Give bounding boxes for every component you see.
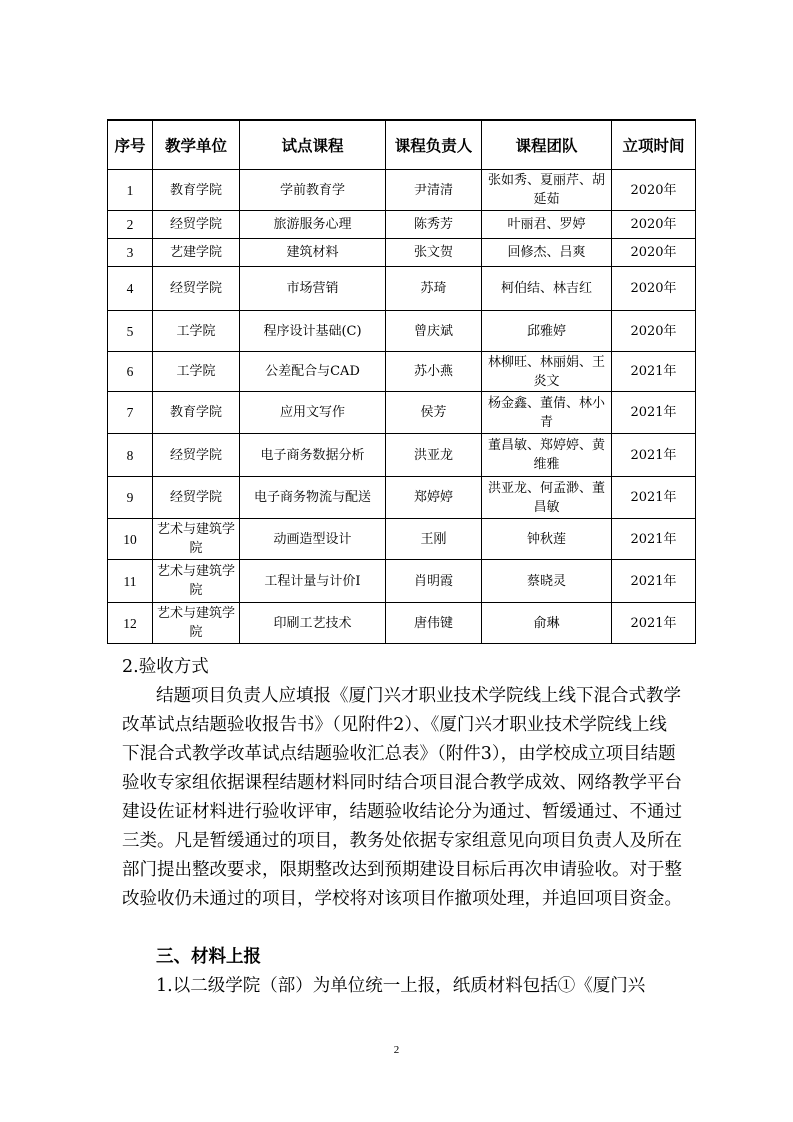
cell-year: 2021年 (612, 477, 696, 519)
section-2-title: 2.验收方式 (122, 657, 209, 677)
table-header-row (108, 120, 696, 170)
table-row (108, 477, 696, 519)
table-body (108, 170, 696, 644)
cell-team: 柯伯结、林吉红 (482, 267, 612, 311)
header-year: 立项时间 (612, 120, 696, 170)
cell-unit: 经贸学院 (153, 477, 240, 519)
section-3-heading: 三、材料上报 (156, 947, 261, 967)
cell-no: 10 (108, 519, 153, 560)
cell-no: 1 (108, 170, 153, 211)
table-row (108, 311, 696, 352)
cell-leader: 苏琦 (386, 267, 482, 311)
table-row (108, 603, 696, 644)
cell-year: 2020年 (612, 211, 696, 239)
cell-year: 2021年 (612, 560, 696, 603)
cell-course: 应用文写作 (240, 392, 386, 434)
cell-leader: 王刚 (386, 519, 482, 560)
cell-no: 4 (108, 267, 153, 311)
cell-year: 2020年 (612, 170, 696, 211)
cell-leader: 陈秀芳 (386, 211, 482, 239)
page-number: 2 (393, 1044, 400, 1056)
table-row (108, 434, 696, 477)
cell-no: 9 (108, 477, 153, 519)
cell-no: 2 (108, 211, 153, 239)
cell-team: 邱雅婷 (482, 311, 612, 352)
cell-course: 动画造型设计 (240, 519, 386, 560)
table-row (108, 352, 696, 392)
cell-no: 5 (108, 311, 153, 352)
cell-unit: 教育学院 (153, 392, 240, 434)
section-3-paragraph: 1.以二级学院（部）为单位统一上报，纸质材料包括①《厦门兴 (156, 976, 646, 996)
table-row (108, 519, 696, 560)
cell-unit: 经贸学院 (153, 434, 240, 477)
cell-unit: 艺术与建筑学院 (153, 519, 240, 560)
cell-leader: 洪亚龙 (386, 434, 482, 477)
cell-year: 2020年 (612, 239, 696, 267)
cell-course: 市场营销 (240, 267, 386, 311)
cell-leader: 郑婷婷 (386, 477, 482, 519)
table-row (108, 267, 696, 311)
cell-leader: 肖明霞 (386, 560, 482, 603)
table-row (108, 560, 696, 603)
table-row (108, 211, 696, 239)
cell-no: 6 (108, 352, 153, 392)
cell-no: 8 (108, 434, 153, 477)
cell-year: 2021年 (612, 392, 696, 434)
cell-course: 程序设计基础(C) (240, 311, 386, 352)
cell-course: 电子商务数据分析 (240, 434, 386, 477)
cell-leader: 侯芳 (386, 392, 482, 434)
course-table (107, 119, 696, 644)
cell-course: 电子商务物流与配送 (240, 477, 386, 519)
cell-unit: 经贸学院 (153, 267, 240, 311)
cell-year: 2021年 (612, 352, 696, 392)
cell-leader: 曾庆斌 (386, 311, 482, 352)
header-team: 课程团队 (482, 120, 612, 170)
cell-course: 学前教育学 (240, 170, 386, 211)
cell-course: 公差配合与CAD (240, 352, 386, 392)
cell-no: 12 (108, 603, 153, 644)
cell-team: 杨金鑫、董倩、林小青 (482, 392, 612, 434)
cell-no: 11 (108, 560, 153, 603)
cell-leader: 张文贺 (386, 239, 482, 267)
header-no: 序号 (108, 120, 153, 170)
header-unit: 教学单位 (153, 120, 240, 170)
cell-unit: 教育学院 (153, 170, 240, 211)
cell-unit: 工学院 (153, 352, 240, 392)
cell-leader: 苏小燕 (386, 352, 482, 392)
cell-course: 旅游服务心理 (240, 211, 386, 239)
cell-unit: 工学院 (153, 311, 240, 352)
cell-no: 7 (108, 392, 153, 434)
cell-unit: 艺术与建筑学院 (153, 603, 240, 644)
cell-course: 工程计量与计价Ⅰ (240, 560, 386, 603)
cell-course: 印刷工艺技术 (240, 603, 386, 644)
cell-no: 3 (108, 239, 153, 267)
cell-team: 蔡晓灵 (482, 560, 612, 603)
cell-team: 叶丽君、罗婷 (482, 211, 612, 239)
cell-team: 张如秀、夏丽芹、胡延茹 (482, 170, 612, 211)
header-course: 试点课程 (240, 120, 386, 170)
cell-team: 俞琳 (482, 603, 612, 644)
cell-course: 建筑材料 (240, 239, 386, 267)
cell-year: 2020年 (612, 267, 696, 311)
table-row (108, 392, 696, 434)
table-row (108, 170, 696, 211)
cell-team: 林柳旺、林丽娟、王炎文 (482, 352, 612, 392)
cell-leader: 尹清清 (386, 170, 482, 211)
cell-year: 2021年 (612, 603, 696, 644)
table-row (108, 239, 696, 267)
cell-leader: 唐伟键 (386, 603, 482, 644)
cell-team: 钟秋莲 (482, 519, 612, 560)
section-2-paragraph: 结题项目负责人应填报《厦门兴才职业技术学院线上线下混合式教学改革试点结题验收报告书》（见附件2）、《厦门兴才职业技术学院线上线下混合式教学改革试点结题验收汇总表》（附件3），由学校成立项目结题验收专家组依据课程结题材料同时结合项目混合教学成效、网络教学平台建设佐证材料进行验收评审，结题验收结论分为通过、暂缓通过、不通过三类。凡是暂缓通过的项目，教务处依据专家组意见向项目负责人及所在部门提出整改要求，限期整改达到预期建设目标后再次申请验收。对于整改验收仍未通过的项目，学校将对该项目作撤项处理，并追回项目资金。 (122, 686, 682, 909)
cell-unit: 艺建学院 (153, 239, 240, 267)
header-leader: 课程负责人 (386, 120, 482, 170)
cell-year: 2021年 (612, 434, 696, 477)
cell-team: 洪亚龙、何孟渺、董昌敏 (482, 477, 612, 519)
cell-team: 董昌敏、郑婷婷、黄维雅 (482, 434, 612, 477)
cell-unit: 艺术与建筑学院 (153, 560, 240, 603)
cell-team: 回修杰、吕爽 (482, 239, 612, 267)
cell-year: 2020年 (612, 311, 696, 352)
cell-year: 2021年 (612, 519, 696, 560)
cell-unit: 经贸学院 (153, 211, 240, 239)
